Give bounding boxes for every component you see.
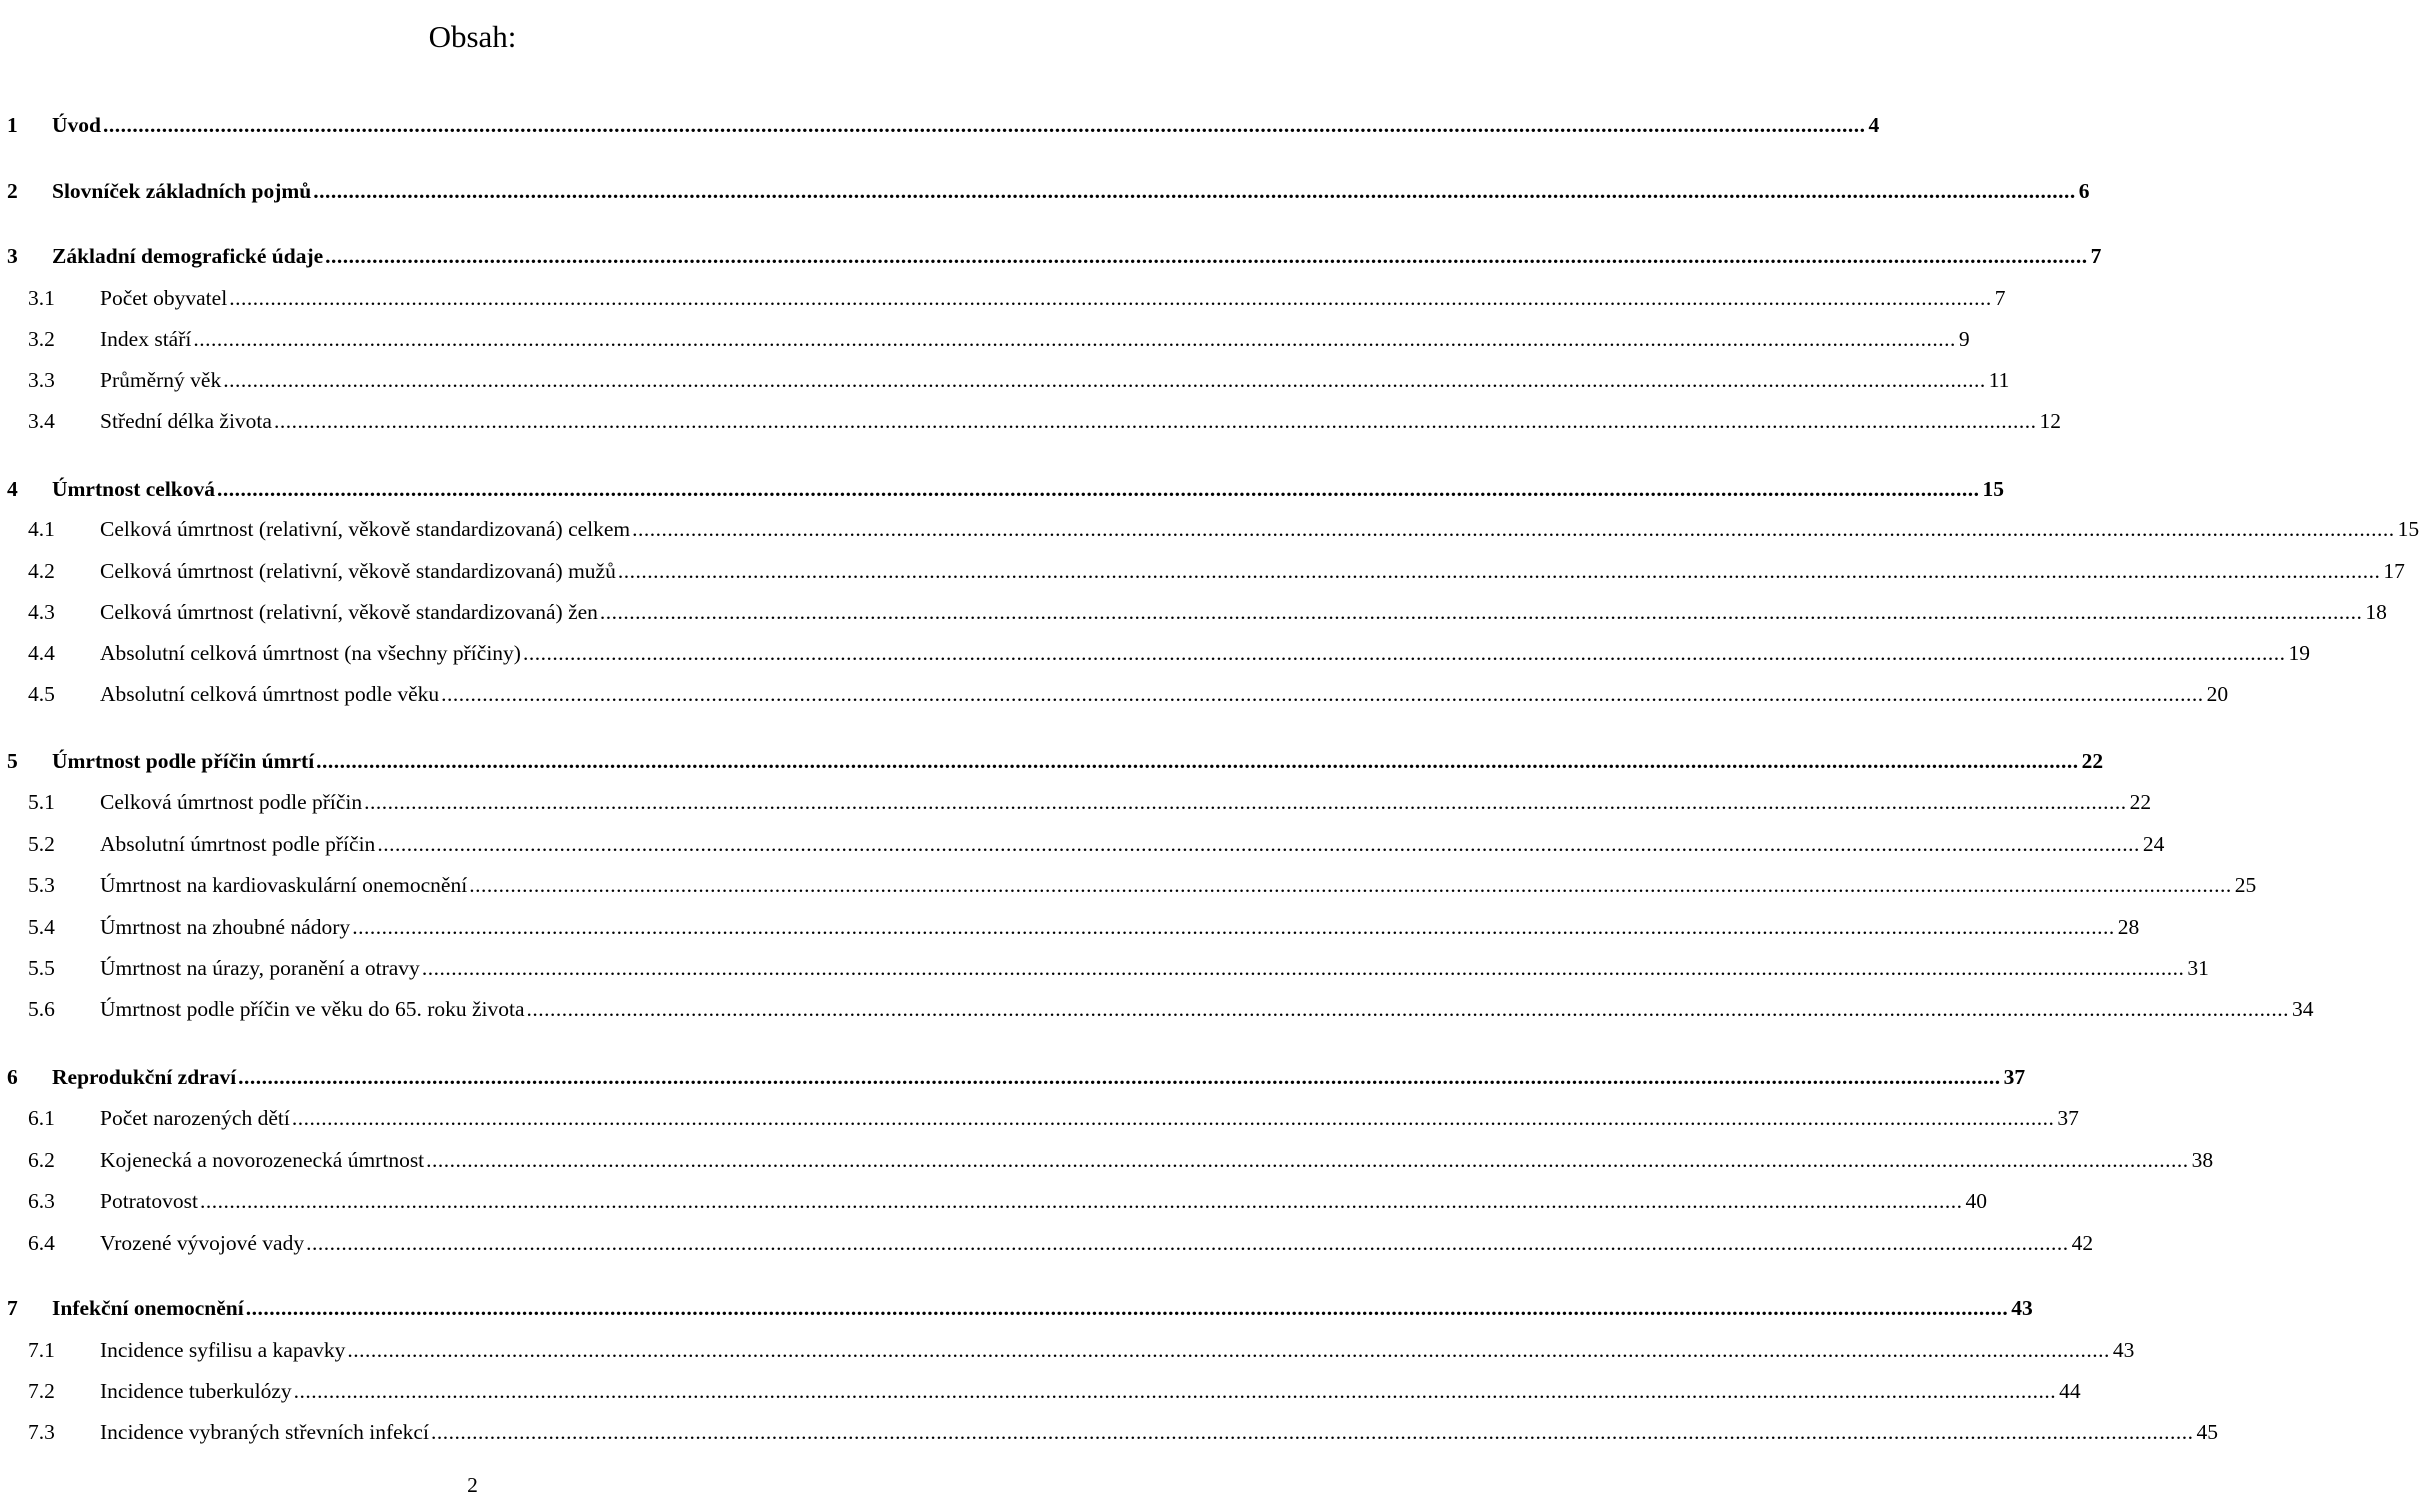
toc-entry-page: 37 bbox=[2057, 1106, 2079, 1130]
toc-entry-4-3[interactable] bbox=[0, 597, 2387, 627]
toc-title: Obsah: bbox=[428, 18, 517, 54]
toc-entry-number: 3.1 bbox=[28, 286, 55, 310]
toc-entry-4[interactable] bbox=[0, 474, 2005, 504]
toc-entry-page: 12 bbox=[2039, 409, 2061, 433]
toc-entry-page: 7 bbox=[2090, 244, 2102, 268]
dot-leader: ............................................................................................................................................................................................................................................................................................................ bbox=[352, 915, 2115, 939]
toc-entry-label: Infekční onemocnění bbox=[52, 1296, 244, 1320]
toc-entry-page: 7 bbox=[1994, 286, 2006, 310]
dot-leader: ............................................................................................................................................................................................................................................................................................................ bbox=[325, 244, 2088, 268]
toc-entry-7-3[interactable] bbox=[0, 1417, 2218, 1447]
toc-entry-6[interactable] bbox=[0, 1062, 2026, 1092]
dot-leader: ............................................................................................................................................................................................................................................................................................................ bbox=[599, 600, 2363, 624]
toc-entry-label: Střední délka života bbox=[100, 409, 272, 433]
dot-leader: ............................................................................................................................................................................................................................................................................................................ bbox=[229, 286, 1992, 310]
dot-leader: ............................................................................................................................................................................................................................................................................................................ bbox=[293, 1379, 2057, 1403]
toc-entry-6-1[interactable] bbox=[0, 1103, 2079, 1133]
toc-entry-number: 6.3 bbox=[28, 1189, 55, 1213]
toc-entry-1[interactable] bbox=[0, 110, 1880, 140]
toc-entry-page: 44 bbox=[2059, 1379, 2081, 1403]
toc-entry-number: 3.4 bbox=[28, 409, 55, 433]
dot-leader: ............................................................................................................................................................................................................................................................................................................ bbox=[441, 682, 2204, 706]
toc-entry-number: 3.2 bbox=[28, 327, 55, 351]
toc-entry-4-2[interactable] bbox=[0, 556, 2405, 586]
dot-leader: ............................................................................................................................................................................................................................................................................................................ bbox=[306, 1231, 2069, 1255]
toc-entry-label: Úmrtnost na zhoubné nádory bbox=[100, 915, 351, 939]
toc-entry-page: 37 bbox=[2003, 1065, 2026, 1089]
dot-leader: ............................................................................................................................................................................................................................................................................................................ bbox=[421, 956, 2185, 980]
dot-leader: ............................................................................................................................................................................................................................................................................................................ bbox=[245, 1296, 2009, 1320]
dot-leader: ............................................................................................................................................................................................................................................................................................................ bbox=[313, 179, 2076, 203]
toc-entry-2[interactable] bbox=[0, 176, 2090, 206]
toc-entry-page: 4 bbox=[1868, 113, 1880, 137]
toc-entry-label: Vrozené vývojové vady bbox=[100, 1231, 305, 1255]
toc-entry-7[interactable] bbox=[0, 1293, 2033, 1323]
toc-entry-label: Úmrtnost podle příčin ve věku do 65. roku života bbox=[100, 997, 525, 1021]
toc-entry-page: 38 bbox=[2191, 1148, 2214, 1172]
toc-entry-number: 3 bbox=[7, 244, 18, 268]
dot-leader: ............................................................................................................................................................................................................................................................................................................ bbox=[223, 368, 1986, 392]
toc-entry-page: 34 bbox=[2292, 997, 2314, 1021]
toc-entry-5[interactable] bbox=[0, 746, 2104, 776]
toc-entry-label: Reprodukční zdraví bbox=[52, 1065, 237, 1089]
dot-leader: ............................................................................................................................................................................................................................................................................................................ bbox=[193, 327, 1956, 351]
toc-entry-label: Celková úmrtnost (relativní, věkově standardizovaná) mužů bbox=[100, 559, 616, 583]
toc-entry-label: Absolutní celková úmrtnost podle věku bbox=[100, 682, 440, 706]
toc-entry-label: Celková úmrtnost podle příčin bbox=[100, 790, 363, 814]
toc-entry-number: 5.5 bbox=[28, 956, 55, 980]
toc-entry-number: 4.3 bbox=[28, 600, 55, 624]
dot-leader: ............................................................................................................................................................................................................................................................................................................ bbox=[347, 1338, 2110, 1362]
toc-entry-5-2[interactable] bbox=[0, 829, 2165, 859]
toc-entry-label: Úmrtnost celková bbox=[52, 477, 216, 501]
dot-leader: ............................................................................................................................................................................................................................................................................................................ bbox=[199, 1189, 1963, 1213]
toc-entry-number: 6.2 bbox=[28, 1148, 55, 1172]
toc-entry-number: 5.6 bbox=[28, 997, 55, 1021]
dot-leader: ............................................................................................................................................................................................................................................................................................................ bbox=[526, 997, 2290, 1021]
toc-entry-3-4[interactable] bbox=[0, 406, 2061, 436]
toc-entry-6-4[interactable] bbox=[0, 1228, 2094, 1258]
dot-leader: ............................................................................................................................................................................................................................................................................................................ bbox=[469, 873, 2232, 897]
dot-leader: ............................................................................................................................................................................................................................................................................................................ bbox=[273, 409, 2037, 433]
toc-entry-number: 6 bbox=[7, 1065, 18, 1089]
toc-entry-4-5[interactable] bbox=[0, 679, 2229, 709]
toc-entry-page: 11 bbox=[1988, 368, 2010, 392]
toc-entry-number: 4 bbox=[7, 477, 18, 501]
toc-entry-page: 18 bbox=[2365, 600, 2387, 624]
dot-leader: ............................................................................................................................................................................................................................................................................................................ bbox=[238, 1065, 2001, 1089]
toc-entry-number: 4.5 bbox=[28, 682, 55, 706]
toc-entry-page: 20 bbox=[2206, 682, 2229, 706]
dot-leader: ............................................................................................................................................................................................................................................................................................................ bbox=[617, 559, 2381, 583]
toc-entry-number: 4.1 bbox=[28, 517, 55, 541]
toc-entry-3-3[interactable] bbox=[0, 365, 2010, 395]
toc-entry-number: 4.4 bbox=[28, 641, 55, 665]
toc-entry-number: 7.3 bbox=[28, 1420, 55, 1444]
toc-entry-number: 5.1 bbox=[28, 790, 55, 814]
toc-entry-6-2[interactable] bbox=[0, 1145, 2214, 1175]
toc-entry-3[interactable] bbox=[0, 241, 2102, 271]
toc-entry-page: 31 bbox=[2187, 956, 2209, 980]
dot-leader: ............................................................................................................................................................................................................................................................................................................ bbox=[316, 749, 2079, 773]
toc-entry-number: 7 bbox=[7, 1296, 18, 1320]
toc-entry-4-4[interactable] bbox=[0, 638, 2310, 668]
toc-entry-number: 7.2 bbox=[28, 1379, 55, 1403]
toc-entry-page: 42 bbox=[2071, 1231, 2094, 1255]
toc-entry-number: 3.3 bbox=[28, 368, 55, 392]
dot-leader: ............................................................................................................................................................................................................................................................................................................ bbox=[632, 517, 2395, 541]
dot-leader: ............................................................................................................................................................................................................................................................................................................ bbox=[291, 1106, 2055, 1130]
toc-entry-5-4[interactable] bbox=[0, 912, 2140, 942]
dot-leader: ............................................................................................................................................................................................................................................................................................................ bbox=[522, 641, 2286, 665]
toc-entry-3-2[interactable] bbox=[0, 324, 1970, 354]
toc-entry-5-1[interactable] bbox=[0, 787, 2152, 817]
toc-entry-label: Celková úmrtnost (relativní, věkově standardizovaná) žen bbox=[100, 600, 598, 624]
toc-entry-page: 22 bbox=[2129, 790, 2152, 814]
toc-entry-label: Incidence tuberkulózy bbox=[100, 1379, 292, 1403]
toc-entry-number: 2 bbox=[7, 179, 18, 203]
toc-entry-label: Incidence syfilisu a kapavky bbox=[100, 1338, 346, 1362]
toc-entry-page: 25 bbox=[2234, 873, 2257, 897]
toc-entry-page: 24 bbox=[2142, 832, 2165, 856]
toc-entry-number: 5 bbox=[7, 749, 18, 773]
toc-entry-page: 9 bbox=[1958, 327, 1970, 351]
toc-entry-label: Úmrtnost na kardiovaskulární onemocnění bbox=[100, 873, 468, 897]
toc-entry-6-3[interactable] bbox=[0, 1186, 1987, 1216]
dot-leader: ............................................................................................................................................................................................................................................................................................................ bbox=[430, 1420, 2194, 1444]
toc-entry-number: 6.1 bbox=[28, 1106, 55, 1130]
toc-entry-label: Úmrtnost na úrazy, poranění a otravy bbox=[100, 956, 420, 980]
toc-entry-7-2[interactable] bbox=[0, 1376, 2081, 1406]
toc-entry-number: 7.1 bbox=[28, 1338, 55, 1362]
toc-entry-page: 17 bbox=[2383, 559, 2405, 583]
toc-entry-5-5[interactable] bbox=[0, 953, 2209, 983]
toc-entry-page: 43 bbox=[2112, 1338, 2135, 1362]
toc-entry-page: 15 bbox=[1982, 477, 2005, 501]
toc-entry-page: 45 bbox=[2196, 1420, 2218, 1444]
toc-entry-label: Absolutní úmrtnost podle příčin bbox=[100, 832, 376, 856]
toc-entry-label: Průměrný věk bbox=[100, 368, 222, 392]
dot-leader: ............................................................................................................................................................................................................................................................................................................ bbox=[102, 113, 1866, 137]
toc-entry-3-1[interactable] bbox=[0, 283, 2006, 313]
toc-entry-4-1[interactable] bbox=[0, 514, 2419, 544]
toc-entry-number: 6.4 bbox=[28, 1231, 55, 1255]
toc-entry-page: 19 bbox=[2288, 641, 2310, 665]
toc-entry-label: Index stáří bbox=[100, 327, 192, 351]
toc-entry-label: Incidence vybraných střevních infekcí bbox=[100, 1420, 429, 1444]
toc-entry-5-3[interactable] bbox=[0, 870, 2257, 900]
toc-entry-label: Kojenecká a novorozenecká úmrtnost bbox=[100, 1148, 425, 1172]
toc-entry-5-6[interactable] bbox=[0, 994, 2314, 1024]
toc-entry-number: 5.3 bbox=[28, 873, 55, 897]
toc-entry-page: 40 bbox=[1965, 1189, 1987, 1213]
dot-leader: ............................................................................................................................................................................................................................................................................................................ bbox=[217, 477, 1980, 501]
dot-leader: ............................................................................................................................................................................................................................................................................................................ bbox=[364, 790, 2127, 814]
toc-entry-number: 5.2 bbox=[28, 832, 55, 856]
toc-entry-number: 1 bbox=[7, 113, 18, 137]
toc-entry-label: Počet narozených dětí bbox=[100, 1106, 290, 1130]
toc-entry-page: 28 bbox=[2117, 915, 2140, 939]
dot-leader: ............................................................................................................................................................................................................................................................................................................ bbox=[377, 832, 2140, 856]
toc-entry-number: 4.2 bbox=[28, 559, 55, 583]
toc-entry-label: Celková úmrtnost (relativní, věkově standardizovaná) celkem bbox=[100, 517, 631, 541]
toc-entry-label: Počet obyvatel bbox=[100, 286, 228, 310]
toc-entry-label: Úvod bbox=[52, 113, 101, 137]
toc-entry-page: 43 bbox=[2011, 1296, 2033, 1320]
dot-leader: ............................................................................................................................................................................................................................................................................................................ bbox=[426, 1148, 2189, 1172]
toc-entry-page: 15 bbox=[2397, 517, 2419, 541]
toc-entry-page: 22 bbox=[2081, 749, 2104, 773]
toc-entry-label: Základní demografické údaje bbox=[52, 244, 324, 268]
toc-entry-page: 6 bbox=[2078, 179, 2090, 203]
toc-entry-label: Úmrtnost podle příčin úmrtí bbox=[52, 749, 315, 773]
toc-entry-label: Slovníček základních pojmů bbox=[52, 179, 312, 203]
toc-entry-label: Potratovost bbox=[100, 1189, 198, 1213]
page-number: 2 bbox=[467, 1473, 478, 1497]
toc-entry-number: 5.4 bbox=[28, 915, 55, 939]
toc-entry-7-1[interactable] bbox=[0, 1335, 2135, 1365]
toc-entry-label: Absolutní celková úmrtnost (na všechny příčiny) bbox=[100, 641, 521, 665]
